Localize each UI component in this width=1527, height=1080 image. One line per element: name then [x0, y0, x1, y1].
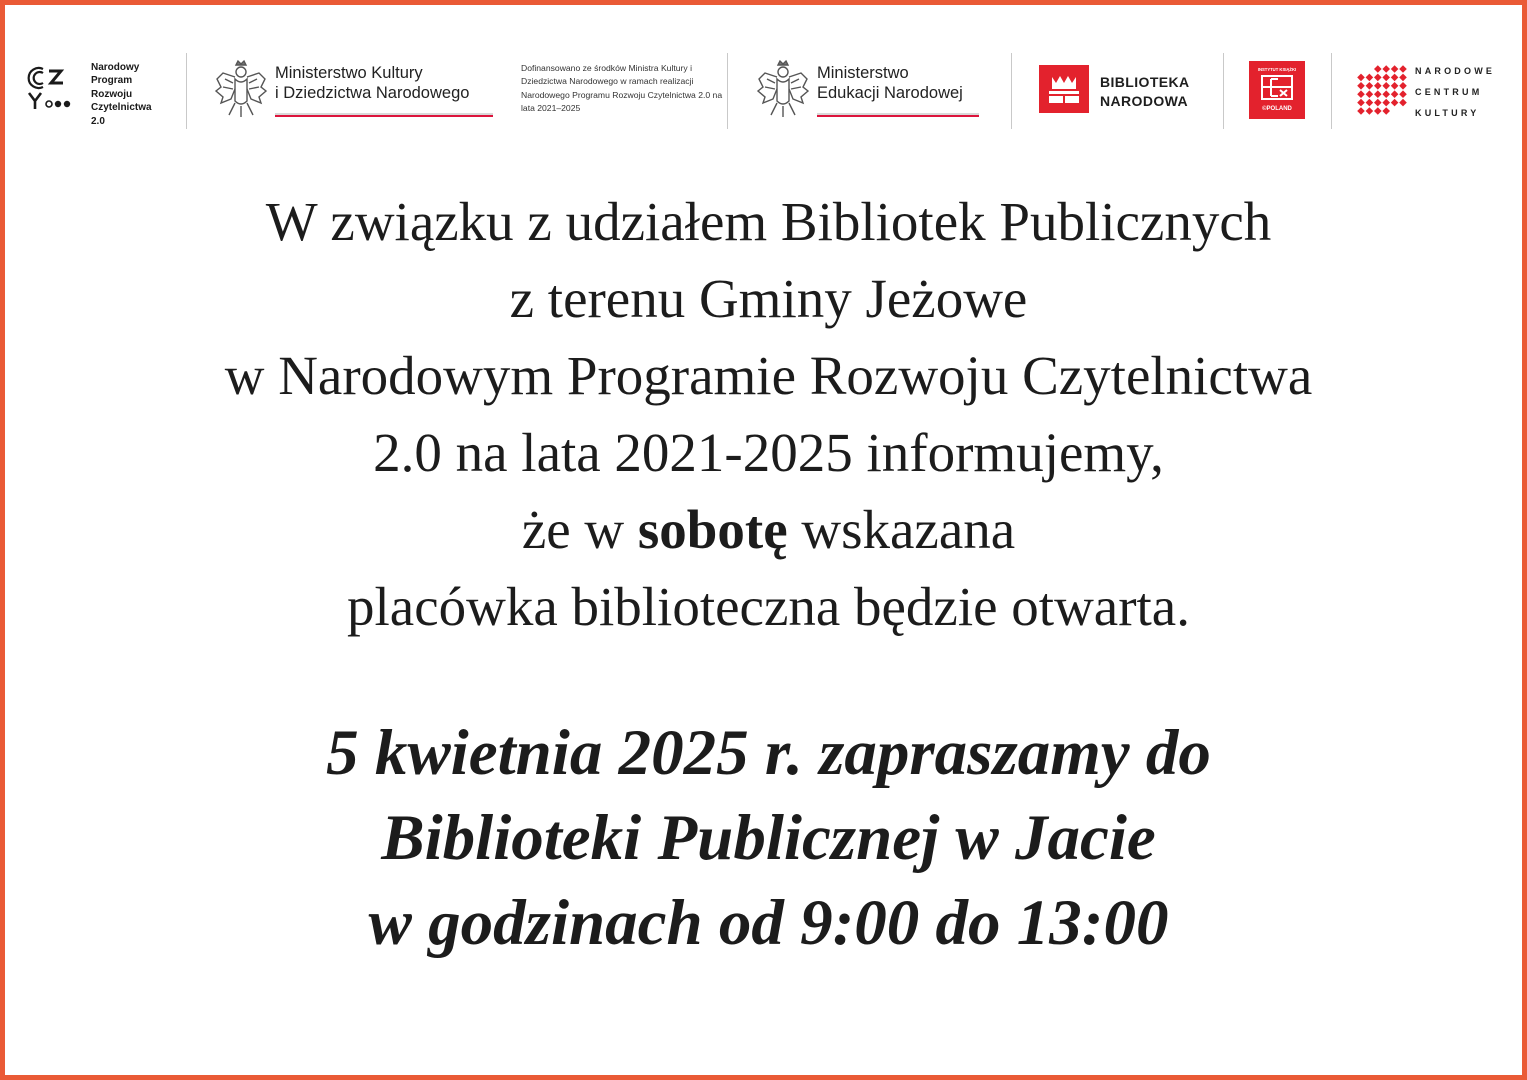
nck-diamond [1399, 99, 1407, 107]
crown-book-icon [1039, 65, 1089, 113]
announcement-line-6: placówka biblioteczna będzie otwarta. [347, 576, 1190, 637]
nck-diamond [1391, 65, 1399, 73]
nck-diamond [1399, 65, 1407, 73]
nprcz-line-4: Czytelnictwa [91, 102, 152, 114]
announcement-line-5-start: że w [521, 499, 638, 560]
announcement-line-5 [5, 491, 1527, 568]
nck-diamond [1374, 74, 1382, 82]
nck-name [1415, 61, 1495, 124]
event-details [5, 711, 1527, 966]
nck-diamond [1382, 99, 1390, 107]
nck-diamond [1357, 107, 1365, 115]
nprcz-line-2: Program [91, 75, 133, 87]
nck-diamond [1366, 74, 1374, 82]
bn-line-1: BIBLIOTEKA [1100, 74, 1190, 90]
announcement-line-1: W związku z udziałem Bibliotek Publicznych [265, 191, 1272, 252]
nprcz-line-1: Narodowy [91, 62, 140, 73]
instytut-ksiazki-logo-icon [1249, 61, 1305, 119]
nck-diamond [1399, 74, 1407, 82]
nck-diamond [1399, 82, 1407, 90]
nck-diamond [1399, 90, 1407, 98]
polish-flag-underline [275, 113, 493, 117]
sponsor-logo-strip [21, 49, 1516, 133]
ik-sublabel: ©POLAND [1262, 106, 1292, 112]
nck-diamond [1366, 82, 1374, 90]
nck-diamond [1382, 90, 1390, 98]
announcement-line-5-end: wskazana [787, 499, 1016, 560]
nprcz-line-5: 2.0 [91, 115, 105, 127]
nprcz-logo-text [91, 61, 186, 128]
nprcz-logo-icon [25, 63, 77, 115]
logo-divider [1331, 53, 1332, 129]
nck-diamond [1374, 65, 1382, 73]
nck-diamond [1391, 82, 1399, 90]
logo-divider [727, 53, 728, 129]
nck-pattern-icon [1357, 65, 1407, 115]
announcement-highlight-day: sobotę [637, 499, 788, 560]
biblioteka-narodowa-logo-box [1039, 65, 1089, 113]
instytut-ksiazki-logo [1249, 61, 1305, 119]
nck-diamond [1374, 99, 1382, 107]
mkidn-line-2: i Dziedzictwa Narodowego [275, 84, 470, 102]
bn-line-2: NARODOWA [1100, 93, 1188, 109]
men-logo [753, 49, 993, 133]
logo-divider [1223, 53, 1224, 129]
nck-diamond [1374, 107, 1382, 115]
nck-diamond [1366, 99, 1374, 107]
nck-diamond [1357, 74, 1365, 82]
announcement-line-3: w Narodowym Programie Rozwoju Czytelnictwa [224, 345, 1313, 406]
nck-diamond [1382, 82, 1390, 90]
nck-diamond [1357, 90, 1365, 98]
nprcz-line-3: Rozwoju [91, 88, 133, 100]
event-hours-line: w godzinach od 9:00 do 13:00 [368, 887, 1169, 959]
announcement-text [5, 183, 1527, 645]
nck-line-3: KULTURY [1415, 108, 1480, 118]
logo-divider [1011, 53, 1012, 129]
mkidn-name [275, 63, 469, 103]
nck-line-1: NARODOWE [1415, 66, 1496, 76]
nck-diamond [1374, 82, 1382, 90]
event-venue-line: Biblioteki Publicznej w Jacie [381, 802, 1156, 874]
logo-divider [186, 53, 187, 129]
ik-label: INSTYTUT KSIĄŻKI [1257, 67, 1297, 72]
announcement-line-2: z terenu Gminy Jeżowe [509, 268, 1028, 329]
event-date-line: 5 kwietnia 2025 r. zapraszamy do [326, 717, 1211, 789]
nck-diamond [1382, 74, 1390, 82]
nck-diamond [1382, 107, 1390, 115]
nck-diamond [1382, 65, 1390, 73]
nprcz-logo [21, 49, 191, 133]
nck-diamond [1366, 90, 1374, 98]
announcement-line-4: 2.0 na lata 2021-2025 informujemy, [373, 422, 1164, 483]
funding-note: Dofinansowano ze środków Ministra Kultury i Dziedzictwa Narodowego w ramach realizacji Narodowego Programu Rozwoju Czytelnictwa 2.0 na lata 2021–2025 [521, 63, 723, 114]
nck-diamond [1391, 90, 1399, 98]
nck-line-2: CENTRUM [1415, 87, 1483, 97]
nck-diamond [1374, 90, 1382, 98]
polish-eagle-icon [755, 59, 811, 121]
nck-diamond [1357, 99, 1365, 107]
biblioteka-narodowa-name [1100, 73, 1190, 111]
nck-diamond [1366, 107, 1374, 115]
mkidn-line-1: Ministerstwo Kultury [275, 64, 423, 82]
polish-eagle-icon [213, 59, 269, 121]
men-name [817, 63, 963, 103]
men-line-2: Edukacji Narodowej [817, 84, 963, 102]
nck-diamond [1357, 82, 1365, 90]
nck-diamond [1391, 74, 1399, 82]
nck-diamond [1391, 99, 1399, 107]
mkidn-logo [211, 49, 501, 133]
polish-flag-underline [817, 113, 979, 117]
men-line-1: Ministerstwo [817, 64, 909, 82]
